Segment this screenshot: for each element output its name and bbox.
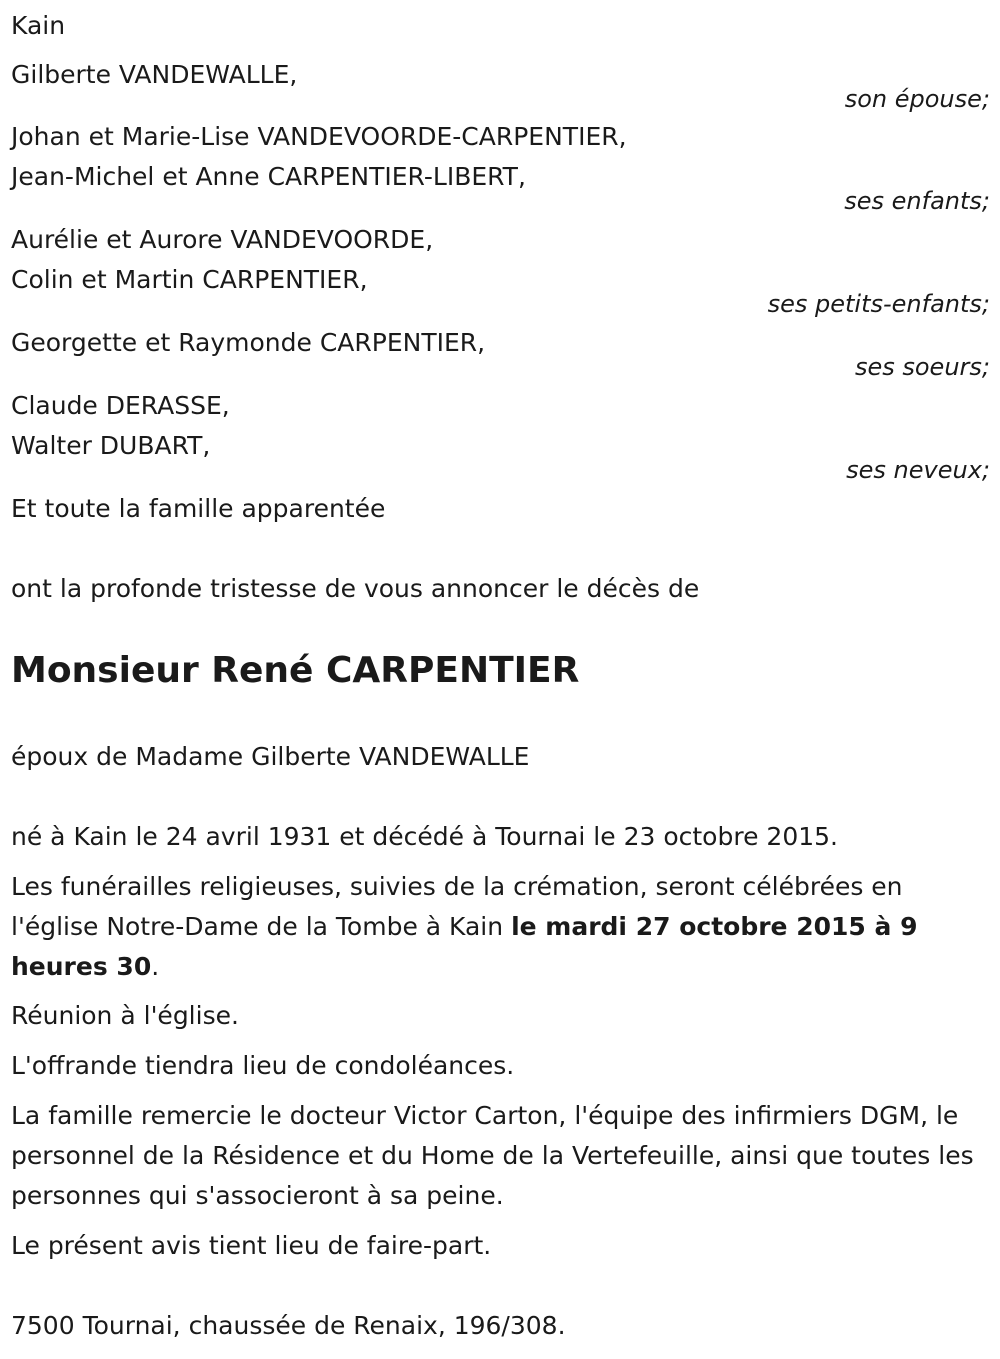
extended-family: Et toute la famille apparentée [11, 494, 386, 523]
nephew-name-2: Walter DUBART, [11, 431, 211, 460]
grandchild-name-1: Aurélie et Aurore VANDEVOORDE, [11, 225, 434, 254]
spouse-line: époux de Madame Gilberte VANDEWALLE [11, 742, 530, 771]
deceased-name: Monsieur René CARPENTIER [11, 650, 580, 691]
children-role: ses enfants; [844, 187, 990, 215]
announcement: ont la profonde tristesse de vous annoncer le décès de [11, 574, 700, 603]
sister-names: Georgette et Raymonde CARPENTIER, [11, 328, 486, 357]
notice-line: Le présent avis tient lieu de faire-part. [11, 1231, 492, 1260]
grandchildren-role: ses petits-enfants; [767, 290, 990, 318]
child-name-1: Johan et Marie-Lise VANDEVOORDE-CARPENTIER, [11, 122, 627, 151]
spouse-name: Gilberte VANDEWALLE, [11, 60, 298, 89]
location: Kain [11, 11, 66, 40]
grandchild-name-2: Colin et Martin CARPENTIER, [11, 265, 368, 294]
offering-line: L'offrande tiendra lieu de condoléances. [11, 1051, 515, 1080]
funeral-text: Les funérailles religieuses, suivies de la crémation, seront célébrées en l'église Notre-Dame de la Tombe à Kain [11, 872, 903, 941]
funeral-text-end: . [151, 952, 160, 981]
nephew-name-1: Claude DERASSE, [11, 391, 230, 420]
thanks-paragraph: La famille remercie le docteur Victor Carton, l'équipe des infirmiers DGM, le personnel de la Résidence et du Home de la Vertefeuille, ainsi que toutes les personnes qui s'associeront à sa peine. [11, 1101, 974, 1210]
meeting-line: Réunion à l'église. [11, 1001, 239, 1030]
funeral-date-time: le mardi 27 octobre 2015 à 9 heures 30 [11, 912, 918, 981]
nephews-role: ses neveux; [846, 456, 990, 484]
address-line: 7500 Tournai, chaussée de Renaix, 196/308. [11, 1311, 566, 1340]
birth-death-line: né à Kain le 24 avril 1931 et décédé à Tournai le 23 octobre 2015. [11, 822, 838, 851]
sisters-role: ses soeurs; [854, 353, 990, 381]
funeral-paragraph [11, 867, 986, 987]
child-name-2: Jean-Michel et Anne CARPENTIER-LIBERT, [11, 162, 526, 191]
spouse-role: son épouse; [844, 85, 990, 113]
